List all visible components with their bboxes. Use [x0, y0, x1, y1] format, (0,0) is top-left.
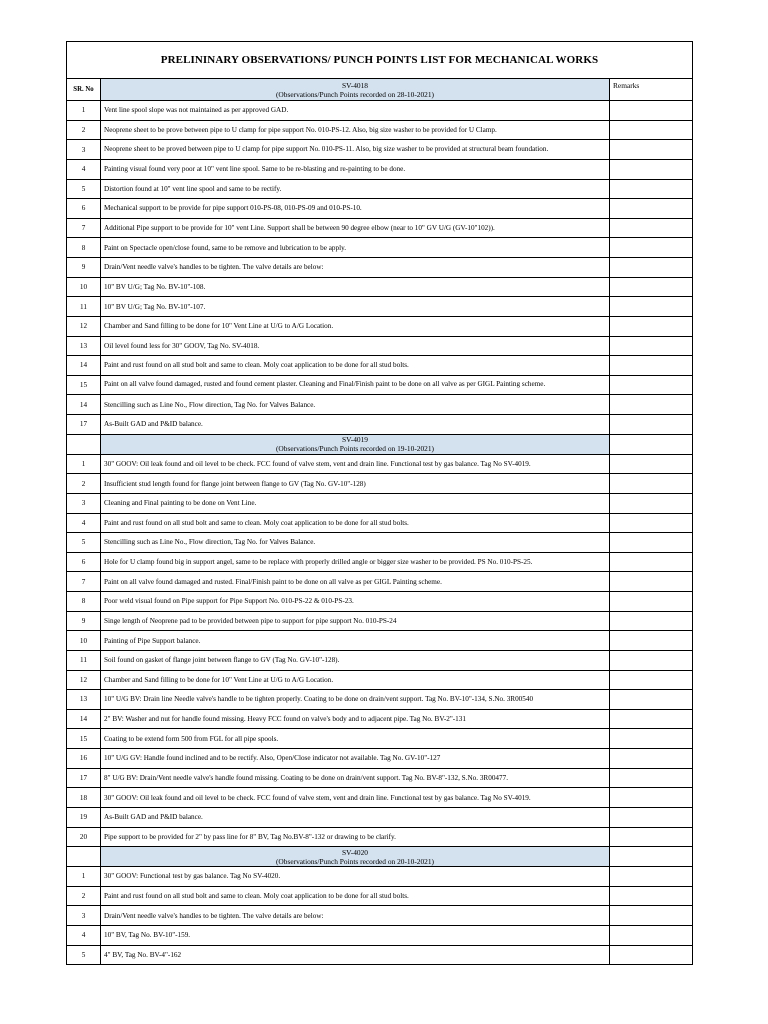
- sr-no-cell: 15: [67, 729, 101, 749]
- section-header: [101, 847, 610, 867]
- sr-no-cell: 17: [67, 768, 101, 788]
- empty-cell: [67, 434, 101, 454]
- table-row: [67, 316, 693, 336]
- sr-no-cell: 18: [67, 788, 101, 808]
- table-row: [67, 238, 693, 258]
- observation-cell: 10" U/G BV: Drain line Needle valve's handle to be tighten properly. Coating to be done on drain/vent support. Tag No. BV-10"-134, S.No. 3R00540: [101, 690, 610, 710]
- sr-no-cell: 10: [67, 277, 101, 297]
- remarks-cell: [610, 886, 693, 906]
- observation-cell: As-Built GAD and P&ID balance.: [101, 807, 610, 827]
- observation-cell: Coating to be extend form 500 from FGL for all pipe spools.: [101, 729, 610, 749]
- remarks-cell: [610, 297, 693, 317]
- sr-no-cell: 9: [67, 258, 101, 278]
- table-row: [67, 827, 693, 847]
- table-row: [67, 120, 693, 140]
- remarks-cell: [610, 258, 693, 278]
- remarks-cell: [610, 690, 693, 710]
- remarks-cell: [610, 277, 693, 297]
- sr-no-cell: 17: [67, 415, 101, 435]
- observation-cell: Stencilling such as Line No., Flow direction, Tag No. for Valves Balance.: [101, 533, 610, 553]
- remarks-cell: [610, 159, 693, 179]
- table-row: [67, 474, 693, 494]
- table-row: [67, 611, 693, 631]
- section-tag: SV-4019: [341, 435, 368, 445]
- table-row: [67, 572, 693, 592]
- observation-cell: Additional Pipe support to be provide for 10" vent Line. Support shall be between 90 degree elbow (near to 10" GV U/G (GV-10"102)).: [101, 218, 610, 238]
- observation-cell: Vent line spool slope was not maintained as per approved GAD.: [101, 101, 610, 121]
- observation-cell: Paint and rust found on all stud bolt and same to clean. Moly coat application to be done for all stud bolts.: [101, 356, 610, 376]
- observation-cell: Pipe support to be provided for 2" by pass line for 8" BV, Tag No.BV-8"-132 or drawing to be clarify.: [101, 827, 610, 847]
- remarks-cell: [610, 592, 693, 612]
- table-row: [67, 729, 693, 749]
- table-row: [67, 277, 693, 297]
- table-row: [67, 945, 693, 965]
- observation-cell: Neoprene sheet to be proved between pipe to U clamp for pipe support No. 010-PS-11. Also, big size washer to be provided at structural beam foundation.: [101, 140, 610, 160]
- observation-cell: Chamber and Sand filling to be done for 10" Vent Line at U/G to A/G Location.: [101, 316, 610, 336]
- sr-no-cell: 6: [67, 199, 101, 219]
- remarks-cell: [610, 807, 693, 827]
- table-row: [67, 454, 693, 474]
- table-row: [67, 867, 693, 887]
- title-row: [67, 42, 693, 79]
- observation-cell: Paint on Spectacle open/close found, same to be remove and lubrication to be apply.: [101, 238, 610, 258]
- table-row: [67, 140, 693, 160]
- sr-no-cell: 1: [67, 867, 101, 887]
- table-row: [67, 356, 693, 376]
- observation-cell: Paint on all valve found damaged and rusted. Final/Finish paint to be done on all valve as per GIGL Painting scheme.: [101, 572, 610, 592]
- remarks-cell: [610, 316, 693, 336]
- table-row: [67, 807, 693, 827]
- sr-no-cell: 2: [67, 474, 101, 494]
- remarks-cell: [610, 474, 693, 494]
- remarks-cell: [610, 749, 693, 769]
- sheet-title: PRELININARY OBSERVATIONS/ PUNCH POINTS LIST FOR MECHANICAL WORKS: [67, 42, 693, 79]
- table-row: [67, 493, 693, 513]
- sr-no-cell: 11: [67, 650, 101, 670]
- sr-no-cell: 14: [67, 709, 101, 729]
- remarks-cell: [610, 415, 693, 435]
- sr-no-cell: 12: [67, 670, 101, 690]
- observation-cell: Paint on all valve found damaged, rusted and found cement plaster. Cleaning and Final/Finish paint to be done on all valve as per GIGL Painting scheme.: [101, 375, 610, 395]
- observation-cell: Drain/Vent needle valve's handles to be tighten. The valve details are below:: [101, 906, 610, 926]
- sr-no-cell: 3: [67, 493, 101, 513]
- sr-no-cell: 4: [67, 159, 101, 179]
- table-row: [67, 690, 693, 710]
- remarks-cell: [610, 101, 693, 121]
- observation-cell: As-Built GAD and P&ID balance.: [101, 415, 610, 435]
- remarks-cell: [610, 454, 693, 474]
- remarks-cell: [610, 945, 693, 965]
- remarks-cell: [610, 867, 693, 887]
- sr-no-cell: 1: [67, 101, 101, 121]
- remarks-cell: [610, 375, 693, 395]
- table-row: [67, 258, 693, 278]
- observation-cell: 30" GOOV: Oil leak found and oil level to be check. FCC found of valve stem, vent and drain line. Functional test by gas balance. Tag No SV-4019.: [101, 788, 610, 808]
- observation-cell: Hole for U clamp found big in support angel, same to be replace with properly drilled angle or bigger size washer to be provided. PS No. 010-PS-25.: [101, 552, 610, 572]
- observation-cell: Mechanical support to be provide for pipe support 010-PS-08, 010-PS-09 and 010-PS-10.: [101, 199, 610, 219]
- observation-cell: Painting of Pipe Support balance.: [101, 631, 610, 651]
- observation-cell: 10" U/G GV: Handle found inclined and to be rectify. Also, Open/Close indicator not available. Tag No. GV-10"-127: [101, 749, 610, 769]
- observation-cell: Distortion found at 10" vent line spool and same to be rectify.: [101, 179, 610, 199]
- observation-cell: Paint and rust found on all stud bolt and same to clean. Moly coat application to be done for all stud bolts.: [101, 513, 610, 533]
- sr-no-cell: 7: [67, 572, 101, 592]
- remarks-cell: [610, 218, 693, 238]
- sr-no-cell: 11: [67, 297, 101, 317]
- observation-cell: Drain/Vent needle valve's handles to be tighten. The valve details are below:: [101, 258, 610, 278]
- table-row: [67, 886, 693, 906]
- remarks-cell: [610, 926, 693, 946]
- remarks-cell: [610, 513, 693, 533]
- table-row: [67, 709, 693, 729]
- section-subtitle: (Observations/Punch Points recorded on 28-10-2021): [275, 89, 435, 99]
- sr-no-cell: 19: [67, 807, 101, 827]
- remarks-cell: [610, 650, 693, 670]
- remarks-cell: [610, 670, 693, 690]
- remarks-cell: [610, 493, 693, 513]
- section-tag: SV-4020: [341, 847, 368, 857]
- punch-points-table: [66, 41, 693, 965]
- remarks-cell: [610, 572, 693, 592]
- remarks-cell: [610, 611, 693, 631]
- table-row: [67, 592, 693, 612]
- section-subtitle: (Observations/Punch Points recorded on 20-10-2021): [275, 856, 435, 866]
- punch-points-body: [67, 42, 693, 965]
- sr-no-cell: 5: [67, 533, 101, 553]
- remarks-cell: [610, 827, 693, 847]
- sr-no-cell: 5: [67, 945, 101, 965]
- sr-no-cell: 4: [67, 513, 101, 533]
- remarks-cell: [610, 179, 693, 199]
- observation-cell: Neoprene sheet to be prove between pipe to U clamp for pipe support No. 010-PS-12. Also, big size washer to be provided for U Clamp.: [101, 120, 610, 140]
- observation-cell: Soil found on gasket of flange joint between flange to GV (Tag No. GV-10"-128).: [101, 650, 610, 670]
- section-header-row: [67, 79, 693, 101]
- table-row: [67, 199, 693, 219]
- section-subtitle: (Observations/Punch Points recorded on 19-10-2021): [275, 444, 435, 454]
- sr-no-cell: 10: [67, 631, 101, 651]
- observation-cell: 10" BV, Tag No. BV-10"-159.: [101, 926, 610, 946]
- sr-no-cell: 15: [67, 375, 101, 395]
- sr-no-cell: 14: [67, 395, 101, 415]
- sr-no-cell: 1: [67, 454, 101, 474]
- sr-no-cell: 6: [67, 552, 101, 572]
- sr-no-cell: 12: [67, 316, 101, 336]
- table-row: [67, 395, 693, 415]
- sr-no-cell: 3: [67, 906, 101, 926]
- sr-no-cell: 9: [67, 611, 101, 631]
- observation-cell: Paint and rust found on all stud bolt and same to clean. Moly coat application to be done for all stud bolts.: [101, 886, 610, 906]
- sr-no-cell: 16: [67, 749, 101, 769]
- remarks-cell: [610, 906, 693, 926]
- remarks-cell: [610, 729, 693, 749]
- section-header: [101, 434, 610, 454]
- remarks-cell: [610, 356, 693, 376]
- table-row: [67, 375, 693, 395]
- sr-no-cell: 14: [67, 356, 101, 376]
- observation-cell: 8" U/G BV: Drain/Vent needle valve's handle found missing. Coating to be done on drain/vent support. Tag No. BV-8"-132, S.No. 3R00477.: [101, 768, 610, 788]
- remarks-cell: [610, 768, 693, 788]
- remarks-cell: [610, 709, 693, 729]
- section-header-row: [67, 847, 693, 867]
- sr-no-cell: 8: [67, 592, 101, 612]
- table-row: [67, 768, 693, 788]
- observation-cell: Insufficient stud length found for flange joint between flange to GV (Tag No. GV-10"-128): [101, 474, 610, 494]
- table-row: [67, 788, 693, 808]
- remarks-header: Remarks: [610, 79, 693, 101]
- observation-cell: Singe length of Neoprene pad to be provided between pipe to support for pipe support No. 010-PS-24: [101, 611, 610, 631]
- table-row: [67, 749, 693, 769]
- table-row: [67, 218, 693, 238]
- observation-cell: 4" BV, Tag No. BV-4"-162: [101, 945, 610, 965]
- table-row: [67, 101, 693, 121]
- remarks-cell: [610, 395, 693, 415]
- observation-cell: 30" GOOV: Oil leak found and oil level to be check. FCC found of valve stem, vent and drain line. Functional test by gas balance. Tag No SV-4019.: [101, 454, 610, 474]
- observation-cell: Stencilling such as Line No., Flow direction, Tag No. for Valves Balance.: [101, 395, 610, 415]
- table-row: [67, 670, 693, 690]
- sr-no-cell: 13: [67, 336, 101, 356]
- sr-no-header: SR. No: [67, 79, 101, 101]
- observation-cell: Cleaning and Final painting to be done on Vent Line.: [101, 493, 610, 513]
- sr-no-cell: 2: [67, 120, 101, 140]
- table-row: [67, 336, 693, 356]
- observation-cell: Painting visual found very poor at 10" vent line spool. Same to be re-blasting and re-painting to be done.: [101, 159, 610, 179]
- table-row: [67, 533, 693, 553]
- remarks-cell: [610, 199, 693, 219]
- section-tag: SV-4018: [341, 80, 368, 90]
- table-row: [67, 906, 693, 926]
- observation-cell: Chamber and Sand filling to be done for 10" Vent Line at U/G to A/G Location.: [101, 670, 610, 690]
- sr-no-cell: 5: [67, 179, 101, 199]
- remarks-cell: [610, 140, 693, 160]
- observation-cell: 30" GOOV: Functional test by gas balance. Tag No SV-4020.: [101, 867, 610, 887]
- sr-no-cell: 3: [67, 140, 101, 160]
- observation-cell: 2" BV: Washer and nut for handle found missing. Heavy FCC found on valve's body and to adjacent pipe. Tag No. BV-2"-131: [101, 709, 610, 729]
- table-row: [67, 631, 693, 651]
- remarks-cell: [610, 120, 693, 140]
- empty-cell: [67, 847, 101, 867]
- remarks-cell: [610, 336, 693, 356]
- section-header: [101, 79, 610, 101]
- table-row: [67, 297, 693, 317]
- table-row: [67, 650, 693, 670]
- table-row: [67, 415, 693, 435]
- table-row: [67, 179, 693, 199]
- sr-no-cell: 4: [67, 926, 101, 946]
- sr-no-cell: 13: [67, 690, 101, 710]
- remarks-cell: [610, 552, 693, 572]
- observation-cell: 10" BV U/G; Tag No. BV-10"-108.: [101, 277, 610, 297]
- remarks-cell: [610, 434, 693, 454]
- table-row: [67, 552, 693, 572]
- table-row: [67, 159, 693, 179]
- observation-cell: Oil level found less for 30" GOOV, Tag No. SV-4018.: [101, 336, 610, 356]
- observation-cell: 10" BV U/G; Tag No. BV-10"-107.: [101, 297, 610, 317]
- sr-no-cell: 7: [67, 218, 101, 238]
- sr-no-cell: 8: [67, 238, 101, 258]
- remarks-cell: [610, 788, 693, 808]
- remarks-cell: [610, 238, 693, 258]
- sr-no-cell: 20: [67, 827, 101, 847]
- observation-cell: Poor weld visual found on Pipe support for Pipe Support No. 010-PS-22 & 010-PS-23.: [101, 592, 610, 612]
- table-row: [67, 513, 693, 533]
- table-row: [67, 926, 693, 946]
- sr-no-cell: 2: [67, 886, 101, 906]
- section-header-row: [67, 434, 693, 454]
- remarks-cell: [610, 631, 693, 651]
- remarks-cell: [610, 533, 693, 553]
- remarks-cell: [610, 847, 693, 867]
